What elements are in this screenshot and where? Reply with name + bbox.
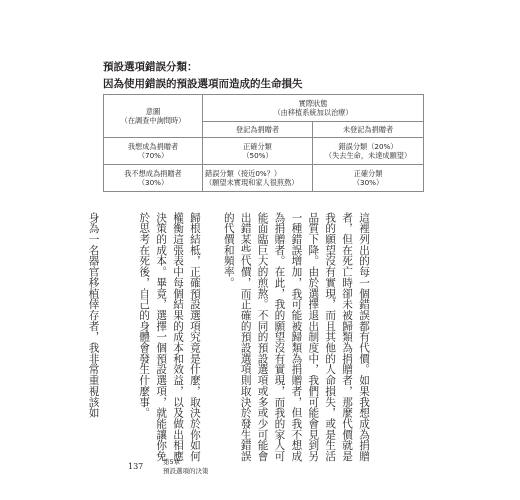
row1-b-note: （失去生命，未達成願望） xyxy=(324,150,412,160)
header-intent: 意圖 xyxy=(145,106,161,116)
page-number: 137 xyxy=(128,462,144,471)
row2-b-pct: （30%） xyxy=(352,177,384,187)
table-row xyxy=(104,137,424,164)
row1-a-pct: （50%） xyxy=(242,150,273,160)
row2-a: 錯誤分類（接近0%？） xyxy=(205,168,282,178)
header-intent-sub: （在調查中詢問時） xyxy=(120,115,186,125)
paragraph: 歸根結柢，正確預設選項究竟是什麼，取決於你如何權衡這張表中每個結果的成本和效益，以及做出相應決策的成本。畢竟，選擇一個預設選項，就能讓你免於思考在死後，自己的身體會發生什麼事。 xyxy=(138,212,201,462)
table-cell xyxy=(313,137,424,164)
row2-pct: （30%） xyxy=(137,177,169,187)
row1-b: 錯誤分類（20%） xyxy=(338,141,398,151)
table-cell xyxy=(203,137,313,164)
row-label-cell xyxy=(104,137,203,164)
figure-caption-subtitle: 因為使用錯誤的預設選項而造成的生命損失 xyxy=(103,78,303,90)
table-cell xyxy=(313,164,424,191)
row1-label: 我想成為捐贈者 xyxy=(127,141,179,151)
body-text xyxy=(87,212,372,464)
row2-b: 正確分類 xyxy=(353,168,383,178)
table-row xyxy=(104,164,424,191)
header-status: 實際狀態 xyxy=(298,99,328,109)
row-label-cell xyxy=(104,164,203,191)
table-header-row xyxy=(104,95,424,122)
running-footer xyxy=(163,458,209,476)
col-registered: 登記為捐贈者 xyxy=(203,122,313,138)
row1-a: 正確分類 xyxy=(243,141,272,151)
header-status-sub: （由移植系統加以治療） xyxy=(273,108,353,118)
header-status-cell xyxy=(203,95,424,122)
chapter-title: 預設選項的決策 xyxy=(163,467,209,475)
chapter-number: 第5章 xyxy=(163,458,181,466)
row1-pct: （70%） xyxy=(137,150,169,160)
paragraph: 這裡列出的每一個錯誤都有代價。如果我想成為捐贈者，但在死亡時卻未被歸類為捐贈者，那麼代價就是我的願望沒有實現，而且其他的人命損失，或是生活品質下降。由於選擇退出制度中，我們可能會見到另一種錯誤增加，我可能被歸類為捐贈者，但我不想成為捐贈者。在此，我的願望沒有實現，而我的家人可能面臨巨大的煎熬。不同的預設選項或多或少可能會出錯某些代價，而正確的預設選項則取決於發生錯誤的代價和頻率。 xyxy=(222,212,370,462)
figure-caption-title: 預設選項錯誤分類： xyxy=(103,61,198,73)
table-cell xyxy=(203,164,313,191)
row2-a-note: （願望未實現和家人很煎熬） xyxy=(205,177,299,187)
header-intent-cell xyxy=(104,95,203,138)
col-not-registered: 未登記為捐贈者 xyxy=(313,122,424,138)
paragraph: 身為一名器官移植倖存者，我非常重視該如 xyxy=(87,212,100,419)
default-error-table xyxy=(103,94,424,192)
row2-label: 我不想成為捐贈者 xyxy=(124,168,182,178)
